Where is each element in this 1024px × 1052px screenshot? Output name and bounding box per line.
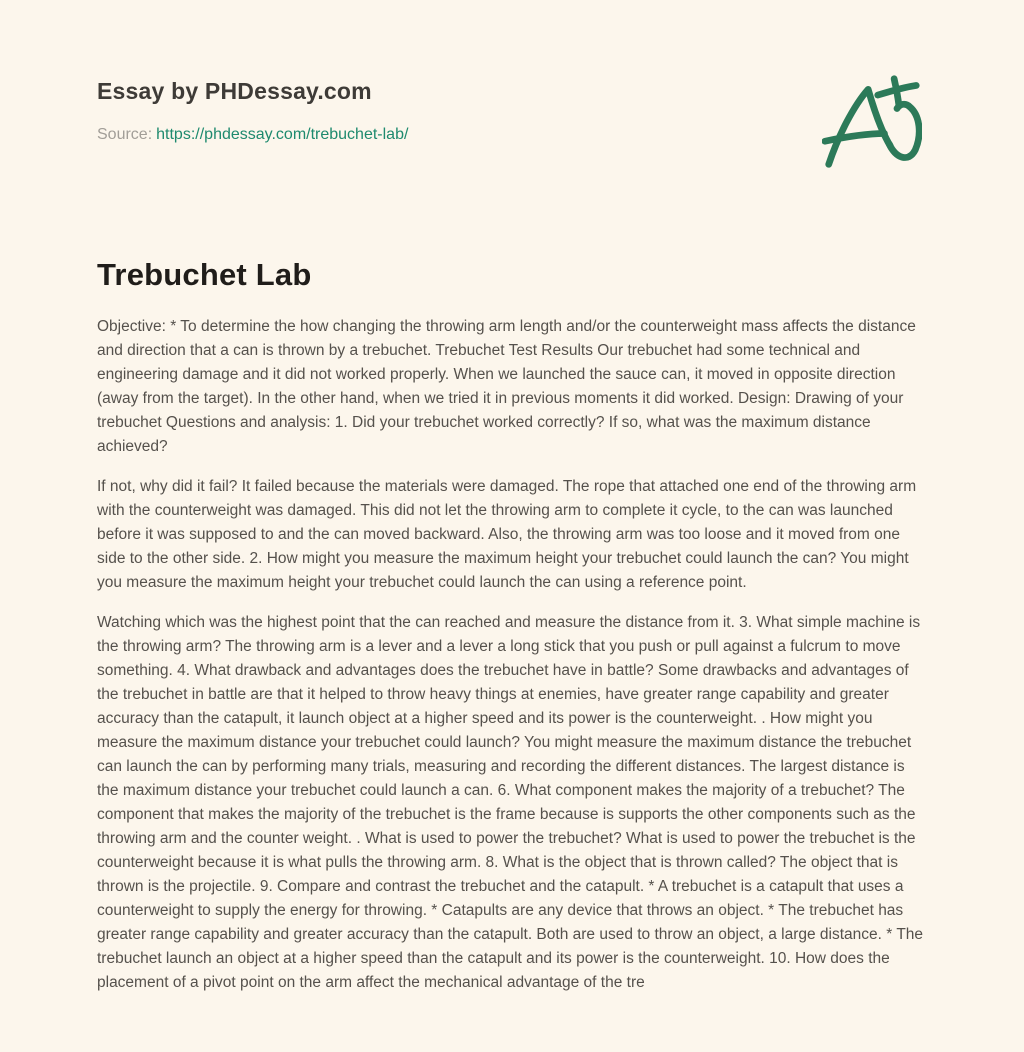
a-plus-logo-icon (822, 72, 922, 172)
essay-paragraph: Objective: * To determine the how changing the throwing arm length and/or the counterweight mass affects the distance and direction that a can is thrown by a trebuchet. Trebuchet Test Results Our trebuchet had some technical and engineering damage and it did not worked properly. When we launched the sauce can, it moved in opposite direction (away from the target). In the other hand, when we tried it in previous moments it did worked. Design: Drawing of your trebuchet Questions and analysis: 1. Did your trebuchet worked correctly? If so, what was the maximum distance achieved? (97, 318, 916, 455)
essay-title: Trebuchet Lab (97, 257, 312, 292)
essay-body (97, 315, 930, 995)
essay-paragraph: If not, why did it fail? It failed because the materials were damaged. The rope that attached one end of the throwing arm with the counterweight was damaged. This did not let the throwing arm to complete it cycle, to the can was launched before it was supposed to and the can moved backward. Also, the throwing arm was too loose and it moved from one side to the other side. 2. How might you measure the maximum height your trebuchet could launch the can? You might you measure the maximum height your trebuchet could launch the can using a reference point. (97, 478, 917, 591)
source-link[interactable]: https://phdessay.com/trebuchet-lab/ (156, 126, 409, 143)
header-text-block (97, 78, 408, 144)
source-label: Source: (97, 126, 153, 143)
essay-paragraph: Watching which was the highest point that the can reached and measure the distance from it. 3. What simple machine is the throwing arm? The throwing arm is a lever and a lever a long stick that you push or pull against a fulcrum to move something. 4. What drawback and advantages does the trebuchet have in battle? Some drawbacks and advantages of the trebuchet in battle are that it helped to throw heavy things at enemies, have greater range capability and greater accuracy than the catapult, it launch object at a higher speed and its power is the counterweight. . How might you measure the maximum distance your trebuchet could launch? You might measure the maximum distance the trebuchet can launch the can by performing many trials, measuring and recording the different distances. The largest distance is the maximum distance your trebuchet could launch a can. 6. What component makes the majority of a trebuchet? The component that makes the majority of the trebuchet is the frame because is supports the other components such as the throwing arm and the counter weight. . What is used to power the trebuchet? What is used to power the trebuchet is the counterweight because it is what pulls the throwing arm. 8. What is the object that is thrown called? The object that is thrown is the projectile. 9. Compare and contrast the trebuchet and the catapult. * A trebuchet is a catapult that uses a counterweight to supply the energy for throwing. * Catapults are any device that throws an object. * The trebuchet has greater range capability and greater accuracy than the catapult. Both are used to throw an object, a large distance. * The trebuchet launch an object at a higher speed than the catapult and its power is the counterweight. 10. How does the placement of a pivot point on the arm affect the mechanical advantage of the tre (97, 614, 924, 991)
phdessay-logo (822, 72, 922, 172)
site-title: Essay by PHDessay.com (97, 78, 372, 104)
page-header (97, 78, 930, 172)
source-line (97, 126, 408, 144)
